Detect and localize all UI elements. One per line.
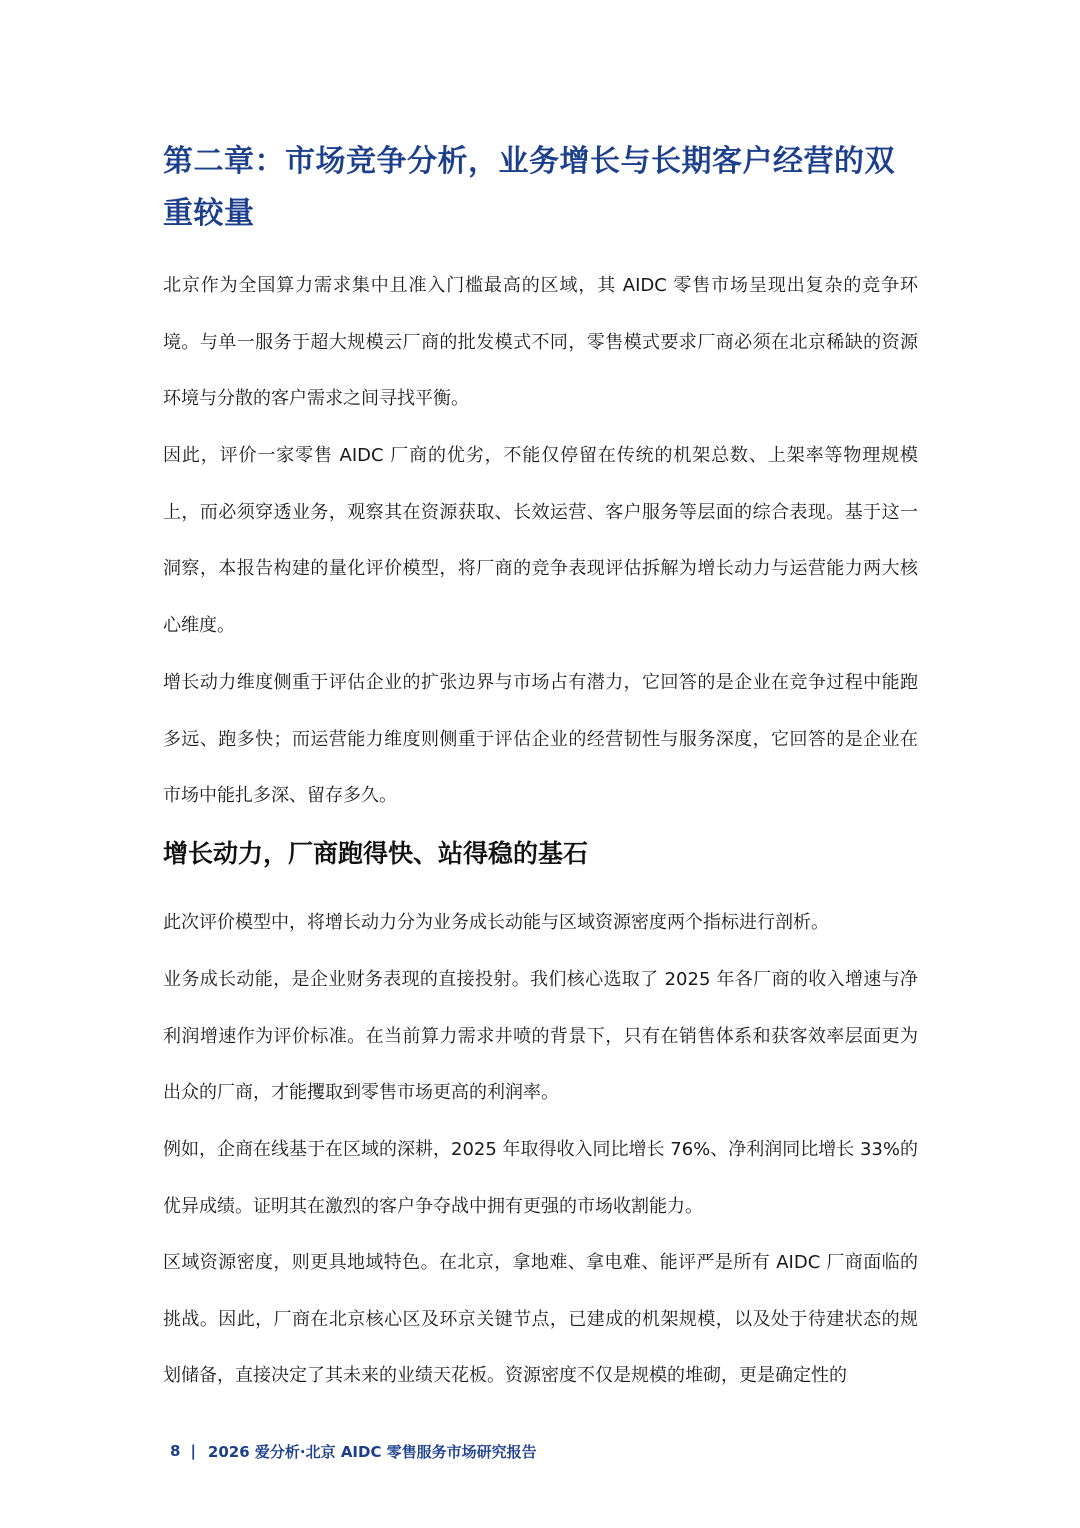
page-footer (170, 1439, 537, 1463)
footer-report-title: 2026 爱分析·北京 AIDC 零售服务市场研究报告 (207, 1442, 537, 1461)
section-paragraph-4: 区域资源密度，则更具地域特色。在北京，拿地难、拿电难、能评严是所有 AIDC 厂商面临的挑战。因此，厂商在北京核心区及环京关键节点，已建成的机架规模，以及处于待建状态的规划储备，直接决定了其未来的业绩天花板。资源密度不仅是规模的堆砌，更是确定性的 (163, 1252, 918, 1387)
section-paragraph-2: 业务成长动能，是企业财务表现的直接投射。我们核心选取了 2025 年各厂商的收入增速与净利润增速作为评价标准。在当前算力需求井喷的背景下，只有在销售体系和获客效率层面更为出众的厂商，才能攫取到零售市场更高的利润率。 (163, 969, 918, 1104)
page-number: 8 (170, 1442, 181, 1460)
footer-separator: | (190, 1442, 196, 1460)
chapter-title: 第二章：市场竞争分析，业务增长与长期客户经营的双重较量 (163, 144, 895, 231)
section-paragraph-1: 此次评价模型中，将增长动力分为业务成长动能与区域资源密度两个指标进行剖析。 (163, 912, 829, 933)
intro-paragraph-2: 因此，评价一家零售 AIDC 厂商的优劣，不能仅停留在传统的机架总数、上架率等物理规模上，而必须穿透业务，观察其在资源获取、长效运营、客户服务等层面的综合表现。基于这一洞察，本报告构建的量化评价模型，将厂商的竞争表现评估拆解为增长动力与运营能力两大核心维度。 (163, 445, 918, 637)
section-heading: 增长动力，厂商跑得快、站得稳的基石 (163, 839, 589, 868)
section-paragraph-3: 例如，企商在线基于在区域的深耕，2025 年取得收入同比增长 76%、净利润同比增长 33%的优异成绩。证明其在激烈的客户争夺战中拥有更强的市场收割能力。 (163, 1139, 918, 1217)
intro-paragraph-3: 增长动力维度侧重于评估企业的扩张边界与市场占有潜力，它回答的是企业在竞争过程中能跑多远、跑多快；而运营能力维度则侧重于评估企业的经营韧性与服务深度，它回答的是企业在市场中能扎多深、留存多久。 (163, 672, 918, 807)
intro-paragraph-1: 北京作为全国算力需求集中且准入门槛最高的区域，其 AIDC 零售市场呈现出复杂的竞争环境。与单一服务于超大规模云厂商的批发模式不同，零售模式要求厂商必须在北京稀缺的资源环境与分散的客户需求之间寻找平衡。 (163, 275, 918, 410)
